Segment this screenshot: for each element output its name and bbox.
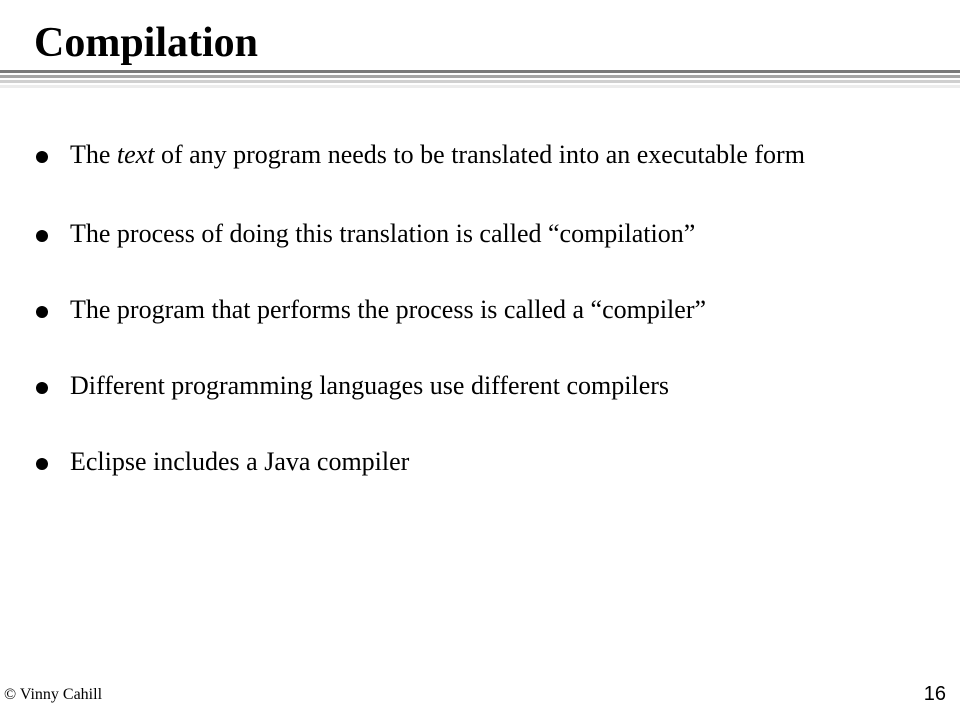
bullet-dot-icon — [36, 230, 48, 242]
title-underline-rule — [0, 70, 960, 92]
footer-copyright: © Vinny Cahill — [4, 686, 103, 703]
rule-band-light — [0, 80, 960, 83]
rule-band-dark — [0, 70, 960, 73]
bullet-text: Different programming languages use different compilers — [70, 371, 670, 400]
bullet-list — [34, 136, 924, 519]
bullet-text: The process of doing this translation is called “compilation” — [70, 219, 696, 248]
bullet-item — [34, 215, 924, 252]
bullet-dot-icon — [36, 306, 48, 318]
bullet-item — [34, 443, 924, 480]
bullet-text-before: The — [70, 140, 117, 169]
bullet-text-after: of any program needs to be translated into an executable form — [154, 140, 805, 169]
rule-band-faint — [0, 85, 960, 88]
bullet-item — [34, 291, 924, 328]
slide-title: Compilation — [34, 20, 259, 66]
bullet-item — [34, 367, 924, 404]
bullet-text-emphasis: text — [116, 140, 155, 169]
bullet-text: Eclipse includes a Java compiler — [70, 447, 410, 476]
page-number: 16 — [923, 683, 946, 705]
bullet-item — [34, 136, 924, 173]
bullet-dot-icon — [36, 151, 48, 163]
bullet-dot-icon — [36, 382, 48, 394]
rule-band-mid — [0, 75, 960, 78]
bullet-dot-icon — [36, 458, 48, 470]
bullet-text: The program that performs the process is called a “compiler” — [70, 295, 707, 324]
